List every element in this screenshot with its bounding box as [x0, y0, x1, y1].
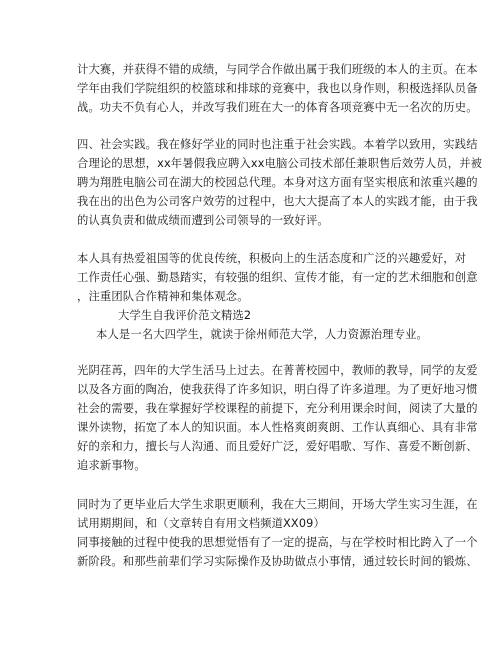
- paragraph-line: 我在出的出色为公司客户效劳的过程中，也大大提高了本人的实践才能，由于我: [77, 195, 478, 208]
- article-title: 大学生自我评价范文精选2: [118, 309, 252, 322]
- paragraph-line: 战。功夫不负有心人，并改写我们班在大一的体育各项竞赛中无一名次的历史。: [77, 101, 478, 114]
- paragraph-line: ，注重团队合作精神和集体观念。: [77, 290, 249, 303]
- paragraph-line: 计大赛，并获得不错的成绩，与同学合作做出属于我们班级的本人的主页。在本: [77, 63, 478, 76]
- paragraph-line: 同事接触的过程中使我的思想觉悟有了一定的提高，与在学校时相比跨入了一个: [77, 536, 478, 549]
- paragraph-line: 本人具有热爱祖国等的优良传统，积极向上的生活态度和广泛的兴趣爱好，对: [77, 252, 467, 265]
- paragraph-line: 光阴荏苒，四年的大学生活马上过去。在菁菁校园中，教师的教导，同学的友爱: [77, 364, 478, 377]
- paragraph-line: 同时为了更毕业后大学生求职更顺利，我在大三期间，开场大学生实习生涯，在: [77, 498, 478, 511]
- section-heading-line: 四、社会实践。我在修好学业的同时也注重于社会实践。本着学以致用，实践结: [77, 138, 478, 151]
- paragraph-line: 以及各方面的陶冶，使我获得了许多知识，明白得了许多道理。为了更好地习惯: [77, 383, 478, 396]
- paragraph-line: 追求新事物。: [77, 459, 146, 472]
- paragraph-line: 学年由我们学院组织的校篮球和排球的竞赛中，我也以身作则，积极选择队员备: [77, 82, 478, 95]
- paragraph-line: 聘为翔胜电脑公司在湖大的校园总代理。本身对这方面有坚实根底和浓重兴趣的: [77, 176, 478, 189]
- paragraph-line: 工作责任心强、勤恳踏实，有较强的组织、宣传才能，有一定的艺术细胞和创意: [77, 271, 478, 284]
- paragraph-line: 的认真负责和做成绩而遭到公司领导的一致好评。: [77, 214, 329, 227]
- paragraph-line: 合理论的思想，xx年暑假我应聘入xx电脑公司技术部任兼职售后效劳人员，并被: [77, 157, 483, 170]
- paragraph-line: 课外读物，拓宽了本人的知识面。本人性格爽朗爽朗、工作认真细心、具有非常: [77, 421, 478, 434]
- paragraph-line: 好的亲和力，擅长与人沟通、而且爱好广泛，爱好唱歌、写作、喜爱不断创新、: [77, 440, 478, 453]
- paragraph-line: 试用期期间，和（文章转自有用文档频道XX09）: [77, 517, 325, 530]
- paragraph-line: 本人是一名大四学生，就读于徐州师范大学，人力资源治理专业。: [96, 328, 428, 341]
- paragraph-line: 新阶段。和那些前辈们学习实际操作及协助做点小事情，通过较长时间的锻炼、: [77, 555, 478, 568]
- paragraph-line: 社会的需要，我在掌握好学校课程的前提下，充分利用课余时间，阅读了大量的: [77, 402, 478, 415]
